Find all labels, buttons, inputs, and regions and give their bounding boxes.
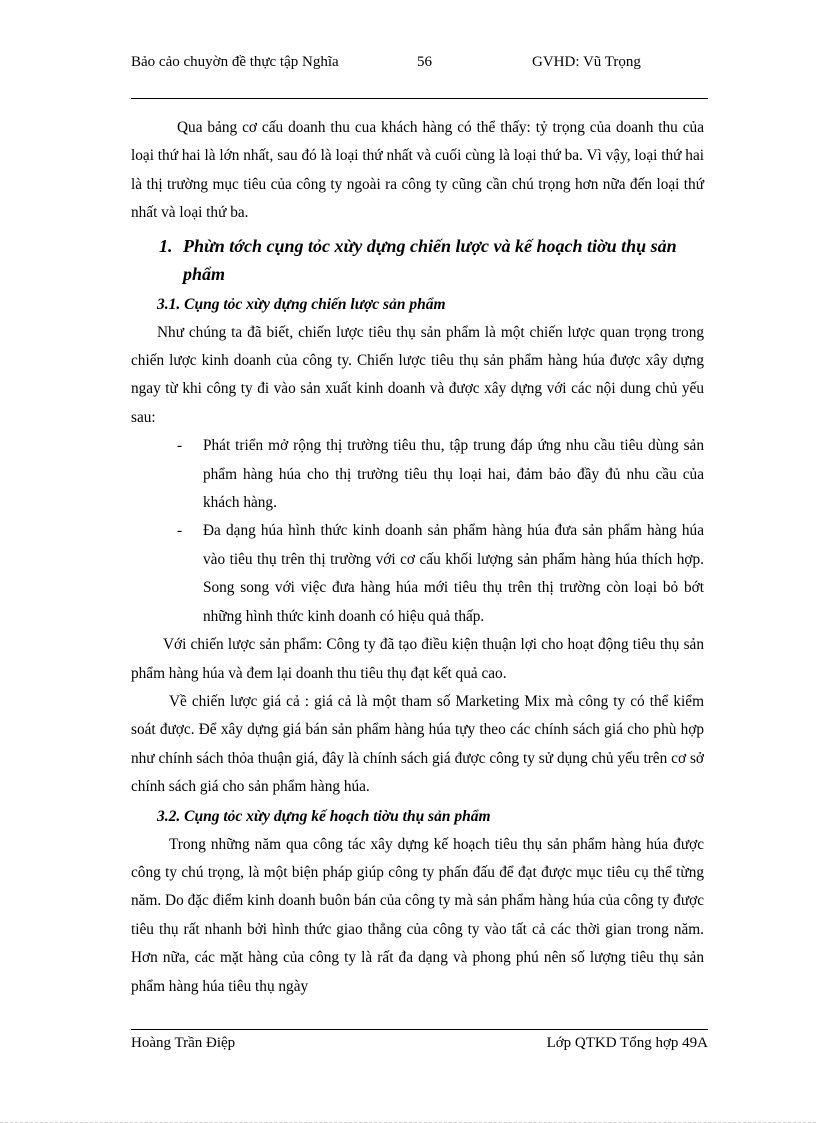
strategy-paragraph: Như chúng ta đã biết, chiến lược tiêu thụ sản phẩm là một chiến lược quan trọng trong chiến lược kinh doanh của công ty. Chiến lược tiêu thụ sản phẩm hàng húa được xây dựng ngay từ khi công ty đi vào sản xuất kinh doanh và được xây dựng với các nội dung chủ yếu sau: xyxy=(131,323,704,426)
bullet-text: Phát triển mở rộng thị trường tiêu thu, tập trung đáp ứng nhu cầu tiêu dùng sản phẩm hàng húa cho thị trường tiêu thụ loại hai, đảm bảo đầy đủ nhu cầu của khách hàng. xyxy=(203,437,704,512)
bullet-item xyxy=(177,432,704,517)
section-heading-1 xyxy=(159,232,704,288)
header-supervisor: GVHD: Vũ Trọng xyxy=(532,54,641,70)
price-strategy-paragraph: Về chiến lược giá cả : giá cả là một tham số Marketing Mix mà công ty có thể kiểm soát được. Để xây dựng giá bán sản phẩm hàng húa tựy theo các chính sách giá cho phù hợp như chính sách thỏa thuận giá, đây là chính sách giá được công ty sử dụng chủ yếu trên cơ sở chính sách giá cho sản phẩm hàng húa. xyxy=(131,692,704,796)
page-footer xyxy=(131,1029,708,1051)
bullet-text: Đa dạng húa hình thức kinh doanh sản phẩm hàng húa đưa sản phẩm hàng húa vào tiêu thụ trên thị trường với cơ cấu khối lượng sản phẩm hàng húa thích hợp. Song song với việc đưa hàng húa mới tiêu thụ trên thị trường còn loại bỏ bớt những hình thức kinh doanh có hiệu quả thấp. xyxy=(203,522,704,625)
page-header xyxy=(131,52,708,99)
section-heading-1-text: Phừn tớch cụng tỏc xừy dựng chiến lược và kế hoạch tiờu thụ sản phẩm xyxy=(183,235,677,284)
subsection-heading-3-2: 3.2. Cụng tỏc xừy dựng kế hoạch tiờu thụ sản phẩm xyxy=(157,807,491,825)
bullet-item xyxy=(177,517,704,631)
sales-plan-paragraph: Trong những năm qua công tác xây dựng kế hoạch tiêu thụ sản phẩm hàng húa được công ty chú trọng, là một biện pháp giúp công ty phấn đấu để đạt được mục tiêu cụ thể từng năm. Do đặc điểm kinh doanh buôn bán của công ty mà sản phẩm hàng húa của công ty được tiêu thụ rất nhanh bởi hình thức giao thẳng của công ty vào tất cả các thời gian trong năm. Hơn nữa, các mặt hàng của công ty là rất đa dạng và phong phú nên số lượng tiêu thụ sản phẩm hàng húa tiêu thụ ngày xyxy=(131,835,704,995)
header-report-title: Bảo cảo chuyờn đề thực tập Nghĩa xyxy=(131,54,339,70)
intro-paragraph: Qua bảng cơ cấu doanh thu cua khách hàng có thể thấy: tỷ trọng của doanh thu của loại thứ hai là lớn nhất, sau đó là loại thứ nhất và cuối cùng là loại thứ ba. Vì vậy, loại thứ hai là thị trường mục tiêu của công ty ngoài ra công ty cũng cần chú trọng hơn nữa đến loại thứ nhất và loại thứ ba. xyxy=(131,119,704,222)
page-body xyxy=(131,114,704,1001)
header-page-number: 56 xyxy=(417,54,432,70)
section-heading-1-number: 1. xyxy=(159,235,173,256)
footer-class: Lớp QTKD Tổng hợp 49A xyxy=(546,1035,708,1051)
bullet-dash: - xyxy=(177,522,183,540)
footer-author: Hoàng Trần Điệp xyxy=(131,1035,236,1051)
bullet-dash: - xyxy=(177,437,183,455)
product-strategy-paragraph: Với chiến lược sản phẩm: Công ty đã tạo điều kiện thuận lợi cho hoạt động tiêu thụ sản phẩm hàng húa và đem lại doanh thu tiêu thụ đạt kết quả cao. xyxy=(131,636,704,682)
subsection-heading-3-1: 3.1. Cụng tỏc xừy dựng chiến lược sản phẩm xyxy=(157,295,446,313)
